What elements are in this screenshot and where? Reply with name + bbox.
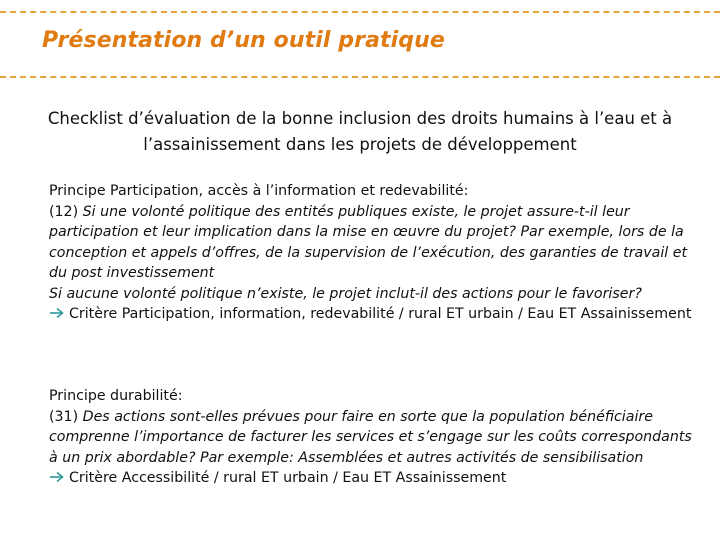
arrow-right-icon: [49, 307, 65, 319]
principle-title: Principe Participation, accès à l’information et redevabilité:: [49, 183, 469, 199]
criterion-line: [49, 304, 699, 325]
criterion-line: [49, 468, 699, 489]
question-text: Si une volonté politique des entités publiques existe, le projet assure-t-il leur participation et leur implication dans la mise en œuvre du projet? Par exemple, lors de la conception et appels d’offres, de la supervision de l’exécution, des garanties de travail et du post investissement: [49, 203, 688, 281]
top-divider: [0, 11, 720, 13]
question-number: (12): [49, 203, 79, 220]
principle-section-participation: [49, 181, 699, 325]
question-block: [49, 202, 699, 284]
principle-title: Principe durabilité:: [49, 388, 183, 404]
title-divider: [0, 76, 720, 78]
question-text: Des actions sont-elles prévues pour faire en sorte que la population bénéficiaire comprenne l’importance de facturer les services et s’engage sur les coûts correspondants à un prix abordable? Par exemple: Assemblées et autres activités de sensibilisation: [49, 408, 692, 466]
question-block: [49, 407, 699, 469]
checklist-heading: Checklist d’évaluation de la bonne inclusion des droits humains à l’eau et à l’assainissement dans les projets de développement: [47, 109, 673, 154]
question-number: (31): [49, 408, 79, 425]
slide-title: Présentation d’un outil pratique: [42, 28, 445, 53]
arrow-right-icon: [49, 471, 65, 483]
question-extra-text: Si aucune volonté politique n’existe, le projet inclut-il des actions pour le favoriser?: [49, 285, 642, 302]
criterion-text: Critère Participation, information, redevabilité / rural ET urbain / Eau ET Assainissement: [69, 306, 692, 322]
principle-section-durabilite: [49, 386, 699, 489]
criterion-text: Critère Accessibilité / rural ET urbain / Eau ET Assainissement: [69, 470, 507, 486]
